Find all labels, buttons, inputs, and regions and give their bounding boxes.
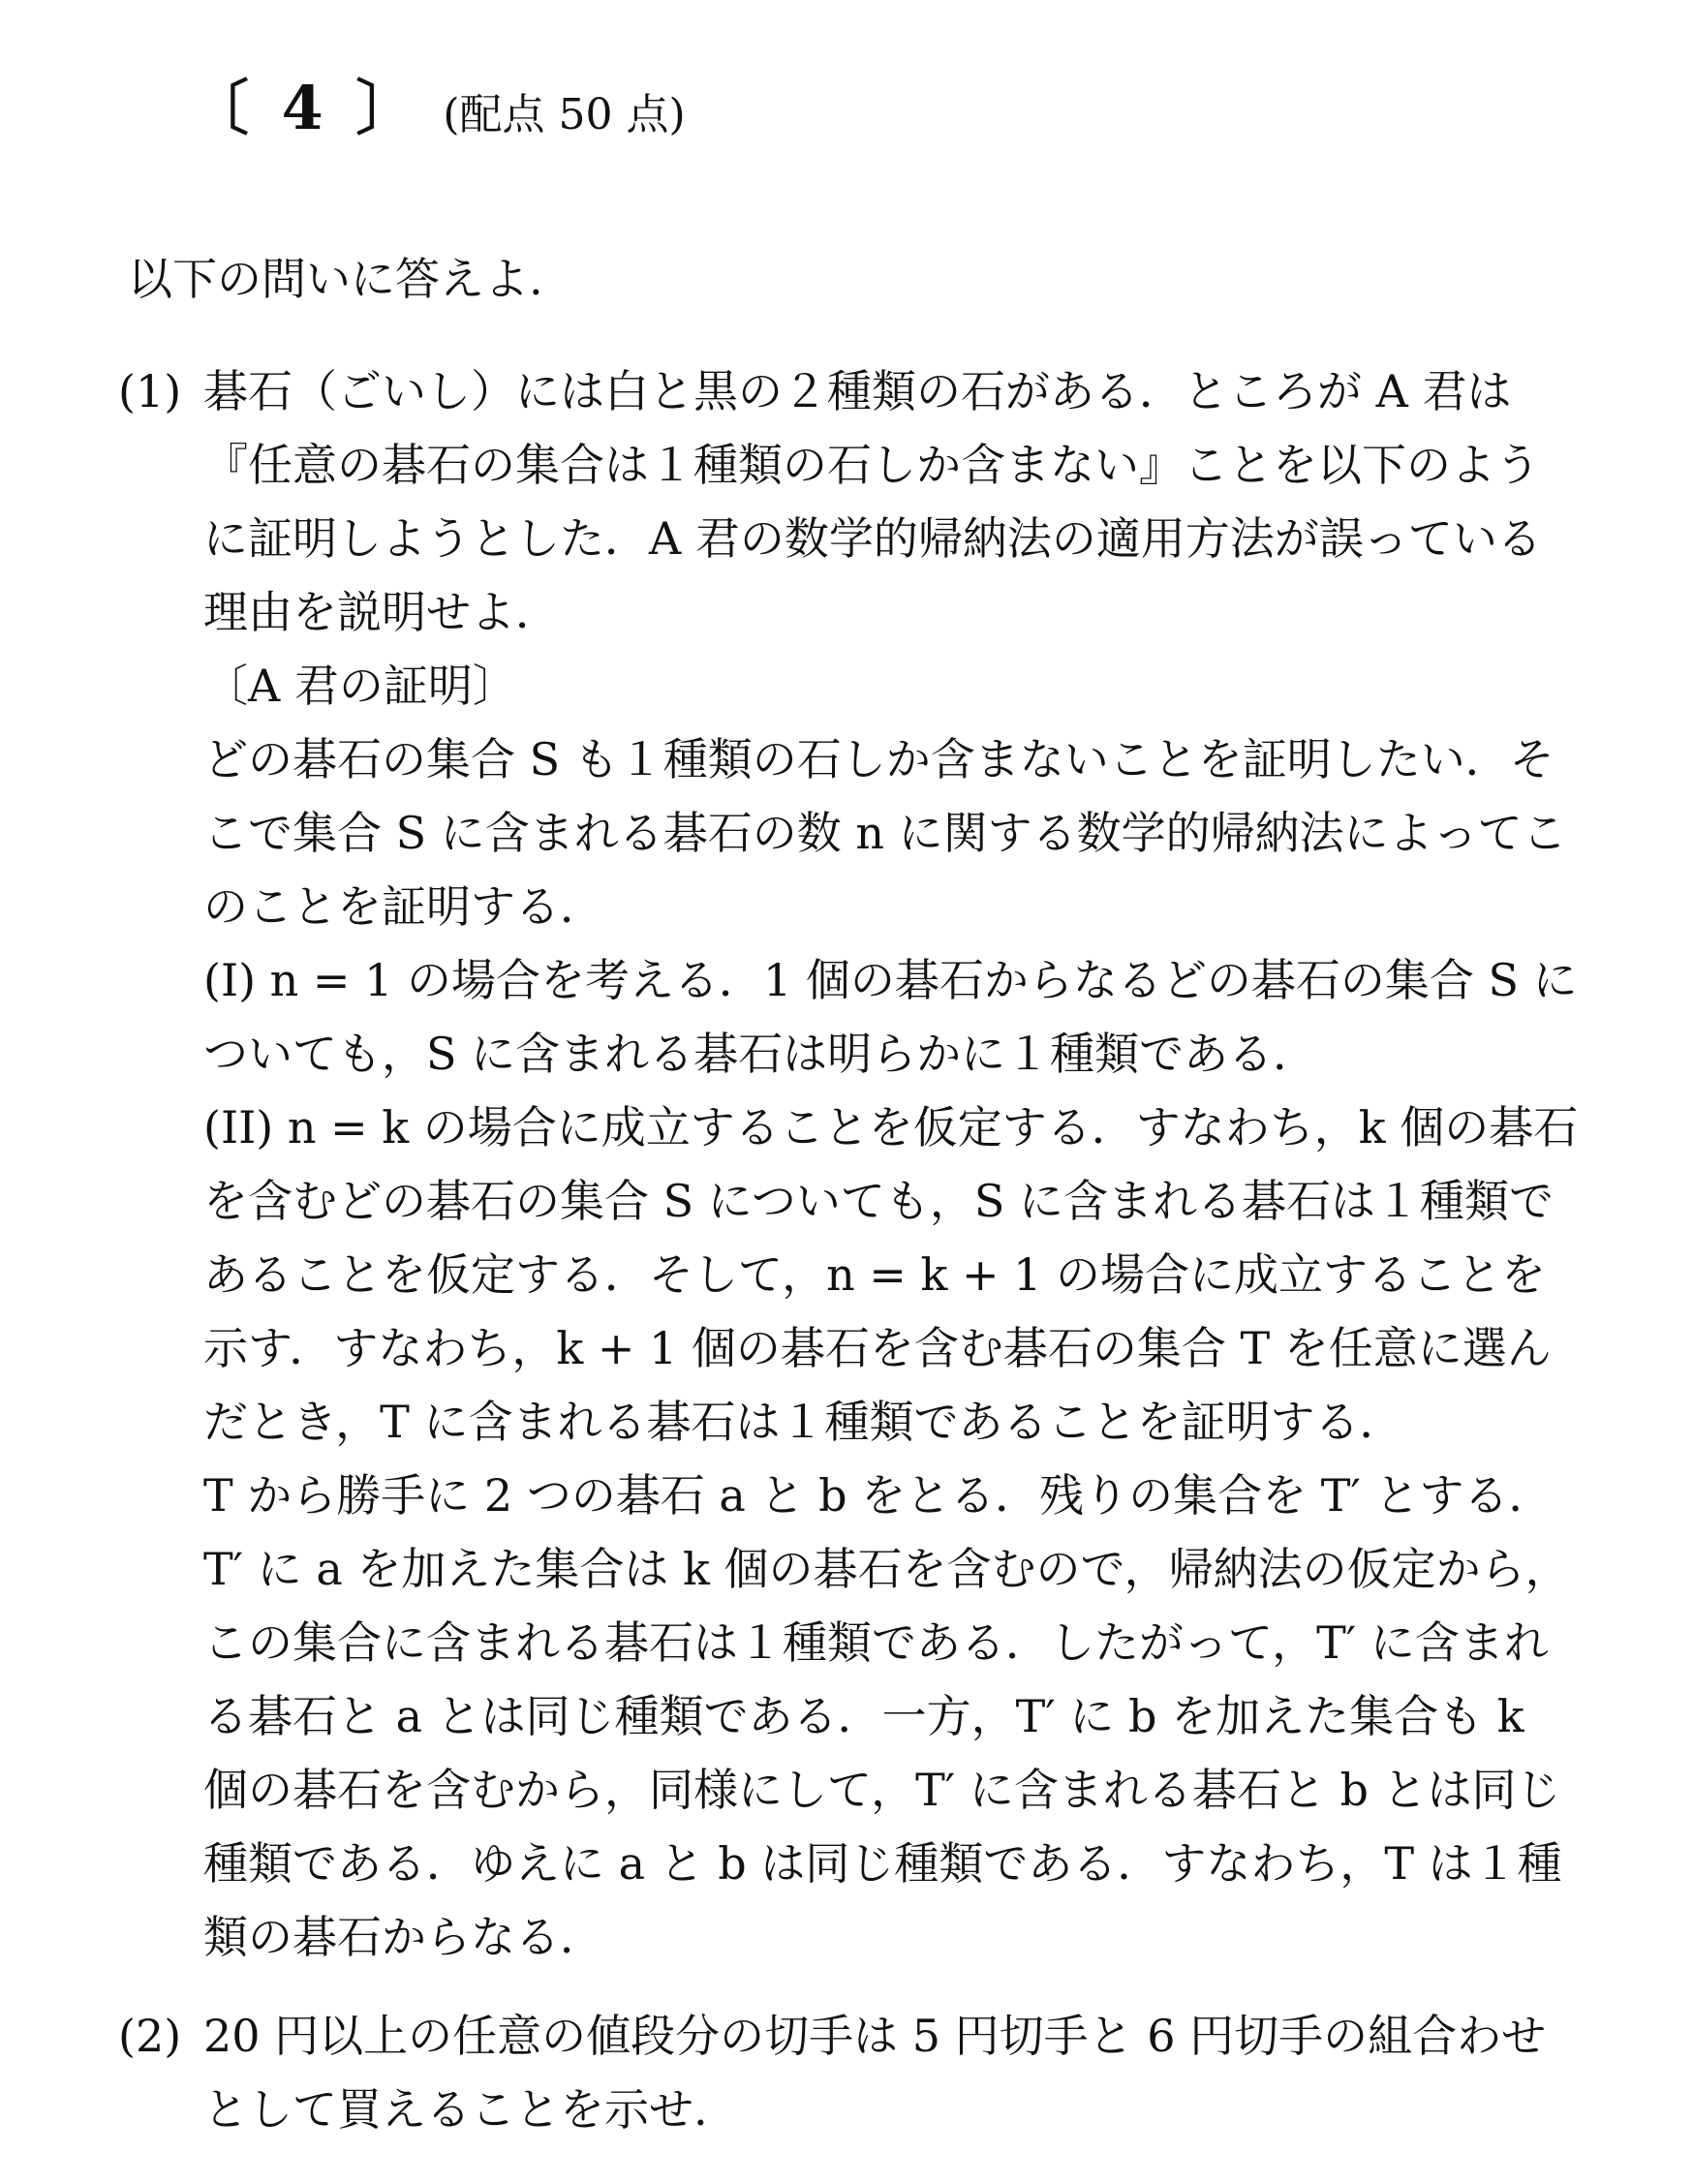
proof-step-2: (II) n = k の場合に成立することを仮定する．すなわち，k 個の碁石を含むどの碁石の集合 S についても，S に含まれる碁石は１種類であることを仮定する．そして，n = k + 1 の場合に成立することを示す．すなわち，k + 1 個の碁石を含む碁石の集合 T を任意に選んだとき，T に含まれる碁石は１種類であることを証明する．: [203, 1101, 1579, 1448]
problem-2-number: (2): [118, 2010, 182, 2062]
proof-step-3: T から勝手に 2 つの碁石 a と b をとる．残りの集合を T′ とする．T′ に a を加えた集合は k 個の碁石を含むので，帰納法の仮定から，この集合に含まれる碁石は１種類である．したがって，T′ に含まれる碁石と a とは同じ種類である．一方，T′ に b を加えた集合も k 個の碁石を含むから，同様にして，T′ に含まれる碁石と b とは同じ種類である．ゆえに a と b は同じ種類である．すなわち，T は１種類の碁石からなる．: [203, 1469, 1570, 1963]
proof-title: 〔A 君の証明〕: [203, 660, 517, 712]
question-number: 〔 4 〕: [189, 73, 422, 143]
score-note: (配点 50 点): [443, 90, 686, 139]
proof-intro: どの碁石の集合 S も１種類の石しか含まないことを証明したい．そこで集合 S に含まれる碁石の数 n に関する数学的帰納法によってこのことを証明する．: [203, 733, 1567, 933]
question-header: [189, 60, 686, 146]
problem-1-number: (1): [118, 365, 182, 417]
problem-1-question: 碁石（ごいし）には白と黒の２種類の石がある．ところが A 君は『任意の碁石の集合は１種類の石しか含まない』ことを以下のように証明しようとした．A 君の数学的帰納法の適用方法が誤っている理由を説明せよ．: [203, 365, 1542, 638]
instructions: 以下の問いに答えよ.: [128, 253, 543, 305]
problem-2: [118, 1999, 1590, 2146]
problem-2-question: 20 円以上の任意の値段分の切手は 5 円切手と 6 円切手の組合わせとして買えることを示せ.: [203, 2010, 1547, 2136]
problem-1: [118, 354, 1590, 1974]
proof-step-1: (I) n = 1 の場合を考える．1 個の碁石からなるどの碁石の集合 S についても，S に含まれる碁石は明らかに１種類である．: [203, 954, 1578, 1080]
problem-1-content: [203, 354, 1579, 1974]
problem-2-content: [203, 1999, 1579, 2146]
